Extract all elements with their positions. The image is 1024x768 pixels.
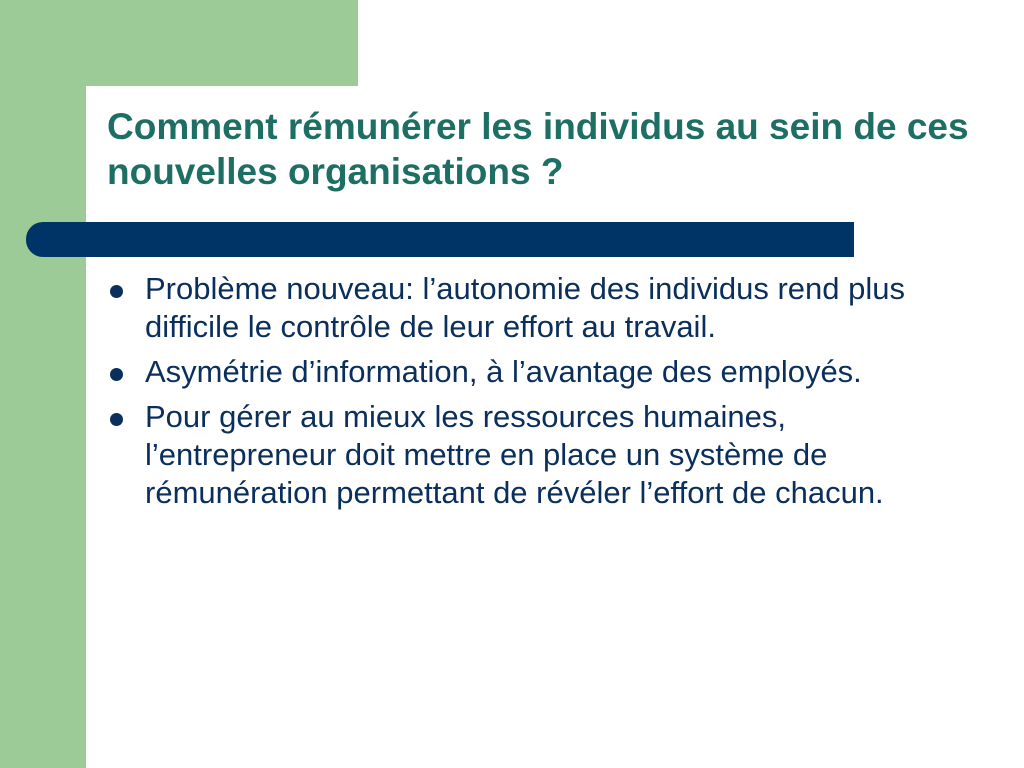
green-side-band [0, 0, 86, 768]
green-top-band [0, 0, 358, 86]
bullet-text: Problème nouveau: l’autonomie des individus rend plus difficile le contrôle de leur effort au travail. [145, 271, 905, 344]
bullet-text: Pour gérer au mieux les ressources humaines, l’entrepreneur doit mettre en place un système de rémunération permettant de révéler l’effort de chacun. [145, 399, 884, 510]
bullet-text: Asymétrie d’information, à l’avantage des employés. [145, 354, 862, 389]
title-rule-bar [26, 222, 854, 257]
bullet-item [104, 270, 944, 346]
bullet-dot-icon [110, 413, 123, 426]
slide-title: Comment rémunérer les individus au sein de ces nouvelles organisations ? [107, 106, 969, 192]
bullet-dot-icon [110, 285, 123, 298]
bullet-item [104, 398, 944, 512]
bullet-dot-icon [110, 368, 123, 381]
bullet-item [104, 353, 944, 391]
bullet-list [104, 270, 944, 519]
